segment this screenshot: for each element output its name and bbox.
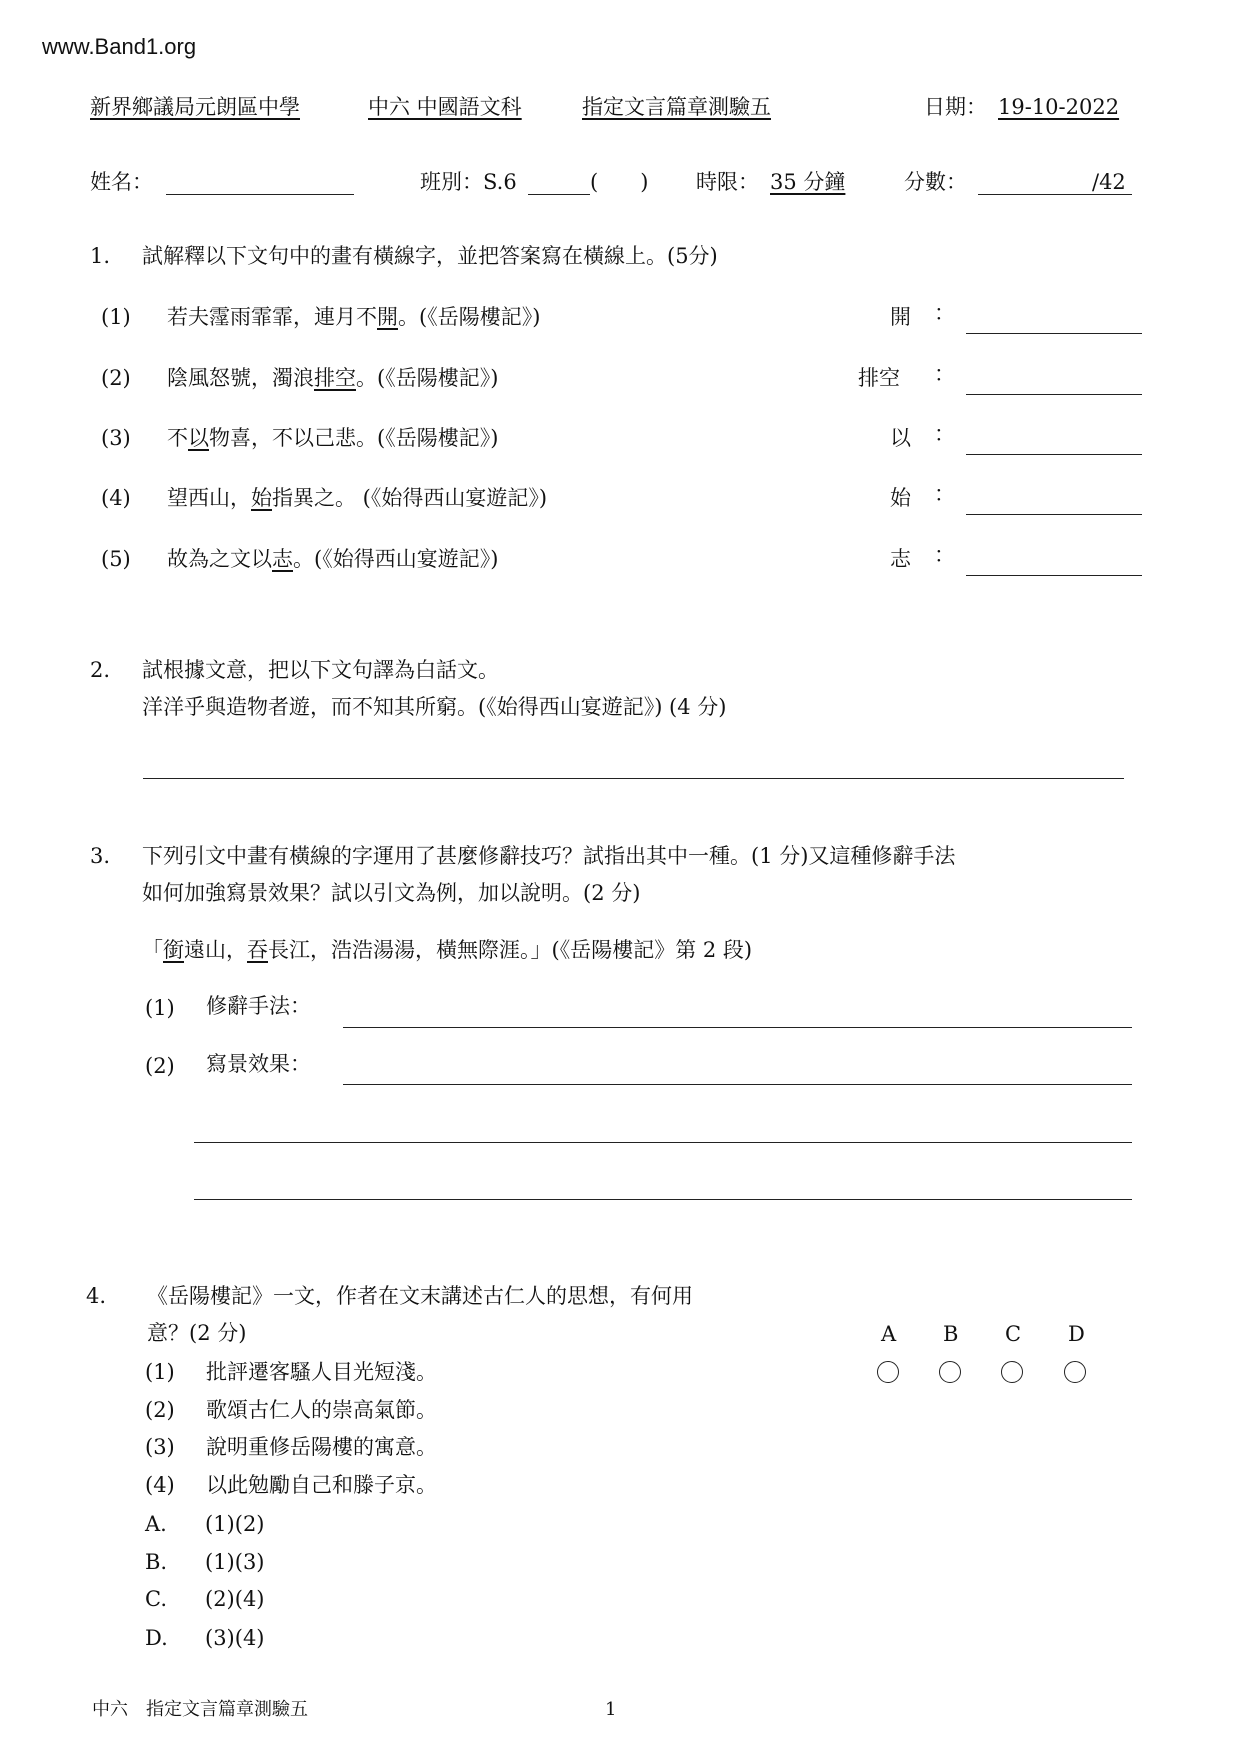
q3-answer-line[interactable]	[194, 1199, 1132, 1200]
q1-item-sentence	[167, 428, 498, 449]
q3-prompt-line2: 如何加強寫景效果？試以引文為例，加以說明。(2 分)	[142, 881, 641, 905]
q4-choice-text: (1)(3)	[205, 1550, 265, 1574]
class-field[interactable]	[528, 194, 590, 195]
q1-item-colon: ：	[934, 482, 955, 506]
sentence-post: 指異之。 (《始得西山宴遊記》)	[272, 486, 548, 510]
q1-item-colon: ：	[934, 362, 955, 386]
school-name: 新界鄉議局元朗區中學	[90, 95, 300, 119]
sentence-pre: 陰風怒號，濁浪	[167, 366, 314, 390]
page-number: 1	[605, 1699, 617, 1720]
answer-bubble-label: D	[1068, 1322, 1085, 1346]
q1-answer-line[interactable]	[966, 394, 1142, 395]
q4-choice-letter: B.	[145, 1550, 168, 1574]
sentence-pre: 故為之文以	[167, 547, 272, 571]
underlined-word: 排空	[314, 366, 356, 390]
q4-statement-text: 以此勉勵自己和滕子京。	[206, 1473, 437, 1497]
q1-number: 1.	[90, 244, 111, 268]
date-label: 日期：	[924, 95, 987, 119]
q3-answer-line[interactable]	[194, 1142, 1132, 1143]
footer-title: 中六 指定文言篇章測驗五	[92, 1699, 308, 1720]
form-subject: 中六 中國語文科	[368, 95, 522, 119]
date-value: 19-10-2022	[998, 95, 1120, 119]
q1-answer-line[interactable]	[966, 514, 1142, 515]
quote-open: 「	[142, 938, 163, 962]
q1-item-sentence	[167, 307, 540, 328]
q1-item-number: (2)	[101, 366, 131, 390]
q4-statement-number: (1)	[145, 1360, 175, 1384]
q4-statement-number: (4)	[145, 1473, 175, 1497]
sentence-pre: 若夫霪雨霏霏，連月不	[167, 305, 377, 329]
q3-sub2-number: (2)	[145, 1054, 175, 1078]
q3-quote	[142, 940, 752, 961]
score-field[interactable]	[978, 194, 1132, 195]
q1-item-colon: ：	[934, 543, 955, 567]
score-label: 分數：	[904, 170, 967, 194]
quote-text: 長江，浩浩湯湯，橫無際涯。」(《岳陽樓記》第 2 段)	[268, 938, 753, 962]
q4-prompt-line2: 意？(2 分)	[147, 1321, 247, 1345]
name-field[interactable]	[166, 194, 354, 195]
time-label: 時限：	[696, 170, 759, 194]
q1-item-number: (4)	[101, 486, 131, 510]
q1-item-number: (3)	[101, 426, 131, 450]
q1-item-number: (1)	[101, 305, 131, 329]
q4-statement-text: 歌頌古仁人的崇高氣節。	[206, 1398, 437, 1422]
q4-choice-letter: C.	[145, 1587, 167, 1611]
q3-sub1-label: 修辭手法：	[206, 994, 311, 1018]
underlined-word: 開	[377, 305, 398, 329]
q1-item-colon: ：	[934, 301, 955, 325]
q1-answer-line[interactable]	[966, 333, 1142, 334]
q4-choice-text: (3)(4)	[205, 1626, 265, 1650]
quote-text: 遠山，	[184, 938, 247, 962]
answer-bubble-label: C	[1005, 1322, 1022, 1346]
q1-item-sentence	[167, 368, 498, 389]
q1-item-keyword: 開	[890, 305, 911, 329]
sentence-pre: 望西山，	[167, 486, 251, 510]
q1-item-colon: ：	[934, 422, 955, 446]
q1-item-sentence	[167, 549, 498, 570]
answer-bubble[interactable]	[1064, 1361, 1086, 1383]
answer-bubble-label: B	[943, 1322, 959, 1346]
q4-number: 4.	[86, 1284, 107, 1308]
answer-bubble[interactable]	[1001, 1361, 1023, 1383]
q4-statement-number: (3)	[145, 1435, 175, 1459]
q4-prompt-line1: 《岳陽樓記》一文，作者在文末講述古仁人的思想，有何用	[147, 1284, 693, 1308]
q4-statement-number: (2)	[145, 1398, 175, 1422]
q3-sub1-answer-line[interactable]	[343, 1027, 1132, 1028]
class-label: 班別：S.6	[420, 170, 517, 194]
answer-bubble-label: A	[881, 1322, 897, 1346]
sentence-pre: 不	[167, 426, 188, 450]
q3-sub1-number: (1)	[145, 996, 175, 1020]
test-title: 指定文言篇章測驗五	[582, 95, 771, 119]
q3-prompt-line1: 下列引文中畫有橫線的字運用了甚麼修辭技巧？試指出其中一種。(1 分)又這種修辭手法	[142, 844, 956, 868]
underlined-word: 始	[251, 486, 272, 510]
q1-prompt: 試解釋以下文句中的畫有橫線字，並把答案寫在橫線上。(5分)	[142, 244, 718, 268]
sentence-post: 。(《始得西山宴遊記》)	[293, 547, 499, 571]
q4-statement-text: 批評遷客騷人目光短淺。	[206, 1360, 437, 1384]
underlined-word: 以	[188, 426, 209, 450]
q4-choice-text: (2)(4)	[205, 1587, 265, 1611]
q4-statement-text: 說明重修岳陽樓的寓意。	[206, 1435, 437, 1459]
answer-bubble[interactable]	[877, 1361, 899, 1383]
q1-item-keyword: 排空	[858, 366, 900, 390]
sentence-post: 。(《岳陽樓記》)	[356, 366, 499, 390]
q4-choice-letter: A.	[145, 1512, 167, 1536]
q4-choice-letter: D.	[145, 1626, 168, 1650]
watermark: www.Band1.org	[42, 34, 197, 59]
q2-number: 2.	[90, 658, 111, 682]
underlined-word: 志	[272, 547, 293, 571]
score-total: /42	[1092, 170, 1126, 194]
q1-answer-line[interactable]	[966, 575, 1142, 576]
q3-number: 3.	[90, 844, 111, 868]
sentence-post: 物喜，不以己悲。(《岳陽樓記》)	[209, 426, 499, 450]
q2-prompt: 試根據文意，把以下文句譯為白話文。	[142, 658, 499, 682]
q1-item-keyword: 以	[890, 426, 911, 450]
underlined-word: 吞	[247, 938, 268, 962]
q1-item-number: (5)	[101, 547, 131, 571]
q1-answer-line[interactable]	[966, 454, 1142, 455]
q3-sub2-label: 寫景效果：	[206, 1052, 311, 1076]
q1-item-keyword: 志	[890, 547, 911, 571]
q3-sub2-answer-line[interactable]	[343, 1084, 1132, 1085]
answer-bubble[interactable]	[939, 1361, 961, 1383]
sentence-post: 。(《岳陽樓記》)	[398, 305, 541, 329]
q2-answer-line[interactable]	[143, 778, 1124, 779]
q1-item-keyword: 始	[890, 486, 911, 510]
q1-item-sentence	[167, 488, 547, 509]
underlined-word: 銜	[163, 938, 184, 962]
time-value: 35 分鐘	[770, 170, 846, 194]
name-label: 姓名：	[90, 170, 153, 194]
class-number-paren: ( )	[590, 170, 649, 194]
q4-choice-text: (1)(2)	[205, 1512, 265, 1536]
q2-sentence: 洋洋乎與造物者遊，而不知其所窮。(《始得西山宴遊記》) (4 分)	[142, 695, 727, 719]
